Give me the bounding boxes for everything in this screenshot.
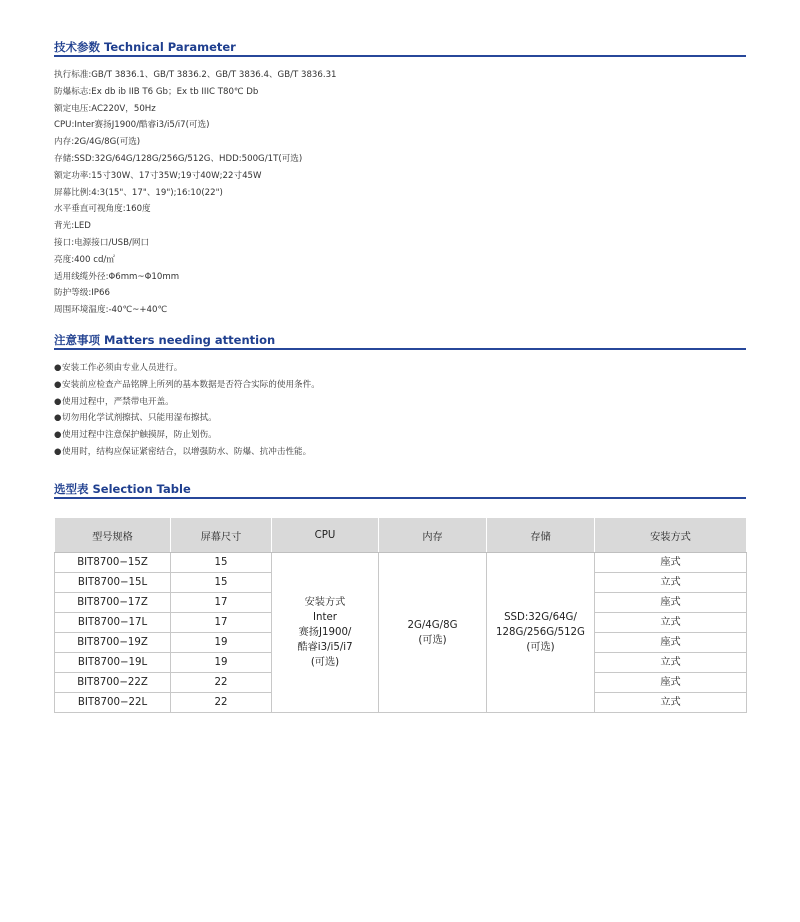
cell-size: 19: [171, 653, 272, 673]
cell-mount: 立式: [595, 613, 747, 633]
cell-size: 17: [171, 593, 272, 613]
notes-divider: [54, 348, 746, 350]
memory-line: (可选): [418, 634, 447, 646]
header-screen-size: 屏幕尺寸: [171, 518, 272, 553]
header-storage: 存储: [487, 518, 595, 553]
technical-section-header: [54, 40, 746, 54]
storage-line: SSD:32G/64G/: [504, 612, 577, 623]
cpu-line: 赛扬J1900/: [298, 627, 352, 638]
cell-model: BIT8700−17L: [55, 613, 171, 633]
cell-mount: 立式: [595, 573, 747, 593]
param-row: 接口:电源接口/USB/网口: [54, 237, 150, 248]
param-row: 防爆标志:Ex db ib IIB T6 Gb；Ex tb IIIC T80℃ Db: [54, 86, 259, 97]
storage-line: 128G/256G/512G: [496, 627, 585, 638]
cell-model: BIT8700−19Z: [55, 633, 171, 653]
list-item: [54, 377, 746, 394]
cell-model: BIT8700−19L: [55, 653, 171, 673]
cell-mount: 座式: [595, 593, 747, 613]
param-row: CPU:Inter赛扬J1900/酷睿i3/i5/i7(可选): [54, 120, 210, 131]
header-mount: 安装方式: [595, 518, 747, 553]
param-row: 适用线缆外径:Φ6mm~Φ10mm: [54, 271, 180, 282]
notes-title: 注意事项 Matters needing attention: [54, 333, 276, 347]
technical-title: 技术参数 Technical Parameter: [54, 40, 236, 54]
param-row: 防护等级:IP66: [54, 288, 110, 299]
param-row: 屏幕比例:4:3(15"、17"、19");16:10(22"): [54, 187, 223, 198]
param-row: 执行标准:GB/T 3836.1、GB/T 3836.2、GB/T 3836.4、GB/T 3836.31: [54, 70, 337, 80]
notes-list: [54, 360, 746, 461]
cell-size: 22: [171, 673, 272, 693]
list-item: [54, 444, 746, 461]
header-cpu: CPU: [272, 518, 379, 553]
cell-model: BIT8700−22Z: [55, 673, 171, 693]
note-text: 使用过程中，严禁带电开盖。: [62, 396, 174, 407]
notes-section-header: [54, 333, 746, 347]
note-text: 使用时，结构应保证紧密结合，以增强防水、防爆、抗冲击性能。: [62, 446, 312, 457]
cell-mount: 座式: [595, 673, 747, 693]
selection-section-header: [54, 482, 746, 496]
list-item: [54, 427, 746, 444]
param-row: 水平垂直可视角度:160度: [54, 204, 151, 215]
cell-storage: [487, 553, 595, 713]
memory-line: 2G/4G/8G: [407, 619, 458, 631]
cell-size: 17: [171, 613, 272, 633]
selection-title: 选型表 Selection Table: [54, 482, 191, 496]
note-text: 切勿用化学试剂擦拭、只能用湿布擦拭。: [62, 413, 217, 424]
param-row: 周围环境温度:-40℃~+40℃: [54, 305, 168, 316]
bullet-icon: ●: [54, 413, 62, 424]
param-row: 额定电压:AC220V，50Hz: [54, 103, 156, 114]
bullet-icon: ●: [54, 379, 62, 390]
list-item: [54, 394, 746, 411]
param-row: 背光:LED: [54, 221, 91, 232]
cell-size: 22: [171, 693, 272, 713]
selection-table: [54, 517, 747, 713]
header-model: 型号规格: [55, 518, 171, 553]
cell-cpu: [272, 553, 379, 713]
list-item: [54, 410, 746, 427]
cell-mount: 立式: [595, 653, 747, 673]
param-row: 内存:2G/4G/8G(可选): [54, 137, 141, 148]
bullet-icon: ●: [54, 363, 62, 373]
cpu-line: 酷睿i3/i5/i7: [297, 642, 353, 653]
cell-size: 15: [171, 553, 272, 573]
storage-line: (可选): [526, 642, 555, 653]
selection-divider: [54, 497, 746, 499]
param-row: 额定功率:15寸30W、17寸35W;19寸40W;22寸45W: [54, 170, 262, 181]
cell-mount: 立式: [595, 693, 747, 713]
cpu-line: (可选): [310, 657, 340, 668]
cell-size: 19: [171, 633, 272, 653]
cell-model: BIT8700−22L: [55, 693, 171, 713]
cell-model: BIT8700−15Z: [55, 553, 171, 573]
note-text: 安装前应检查产品铭牌上所列的基本数据是否符合实际的使用条件。: [62, 379, 320, 390]
cell-model: BIT8700−15L: [55, 573, 171, 593]
cpu-line: 安装方式: [304, 597, 346, 608]
cell-mount: 座式: [595, 633, 747, 653]
header-memory: 内存: [379, 518, 487, 553]
technical-parameter-list: [54, 67, 746, 319]
cell-size: 15: [171, 573, 272, 593]
list-item: [54, 360, 746, 377]
bullet-icon: ●: [54, 396, 62, 407]
cell-mount: 座式: [595, 553, 747, 573]
cpu-line: Inter: [313, 612, 337, 623]
table-row: [55, 553, 747, 573]
bullet-icon: ●: [54, 446, 62, 457]
param-row: 存储:SSD:32G/64G/128G/256G/512G、HDD:500G/1T(可选): [54, 153, 303, 164]
bullet-icon: ●: [54, 430, 62, 441]
param-row: 亮度:400 cd/㎡: [54, 254, 115, 265]
cell-memory: [379, 553, 487, 713]
table-header-row: [55, 518, 747, 553]
note-text: 安装工作必须由专业人员进行。: [62, 363, 183, 373]
cell-model: BIT8700−17Z: [55, 593, 171, 613]
technical-divider: [54, 55, 746, 57]
note-text: 使用过程中注意保护触摸屏，防止划伤。: [62, 430, 217, 441]
